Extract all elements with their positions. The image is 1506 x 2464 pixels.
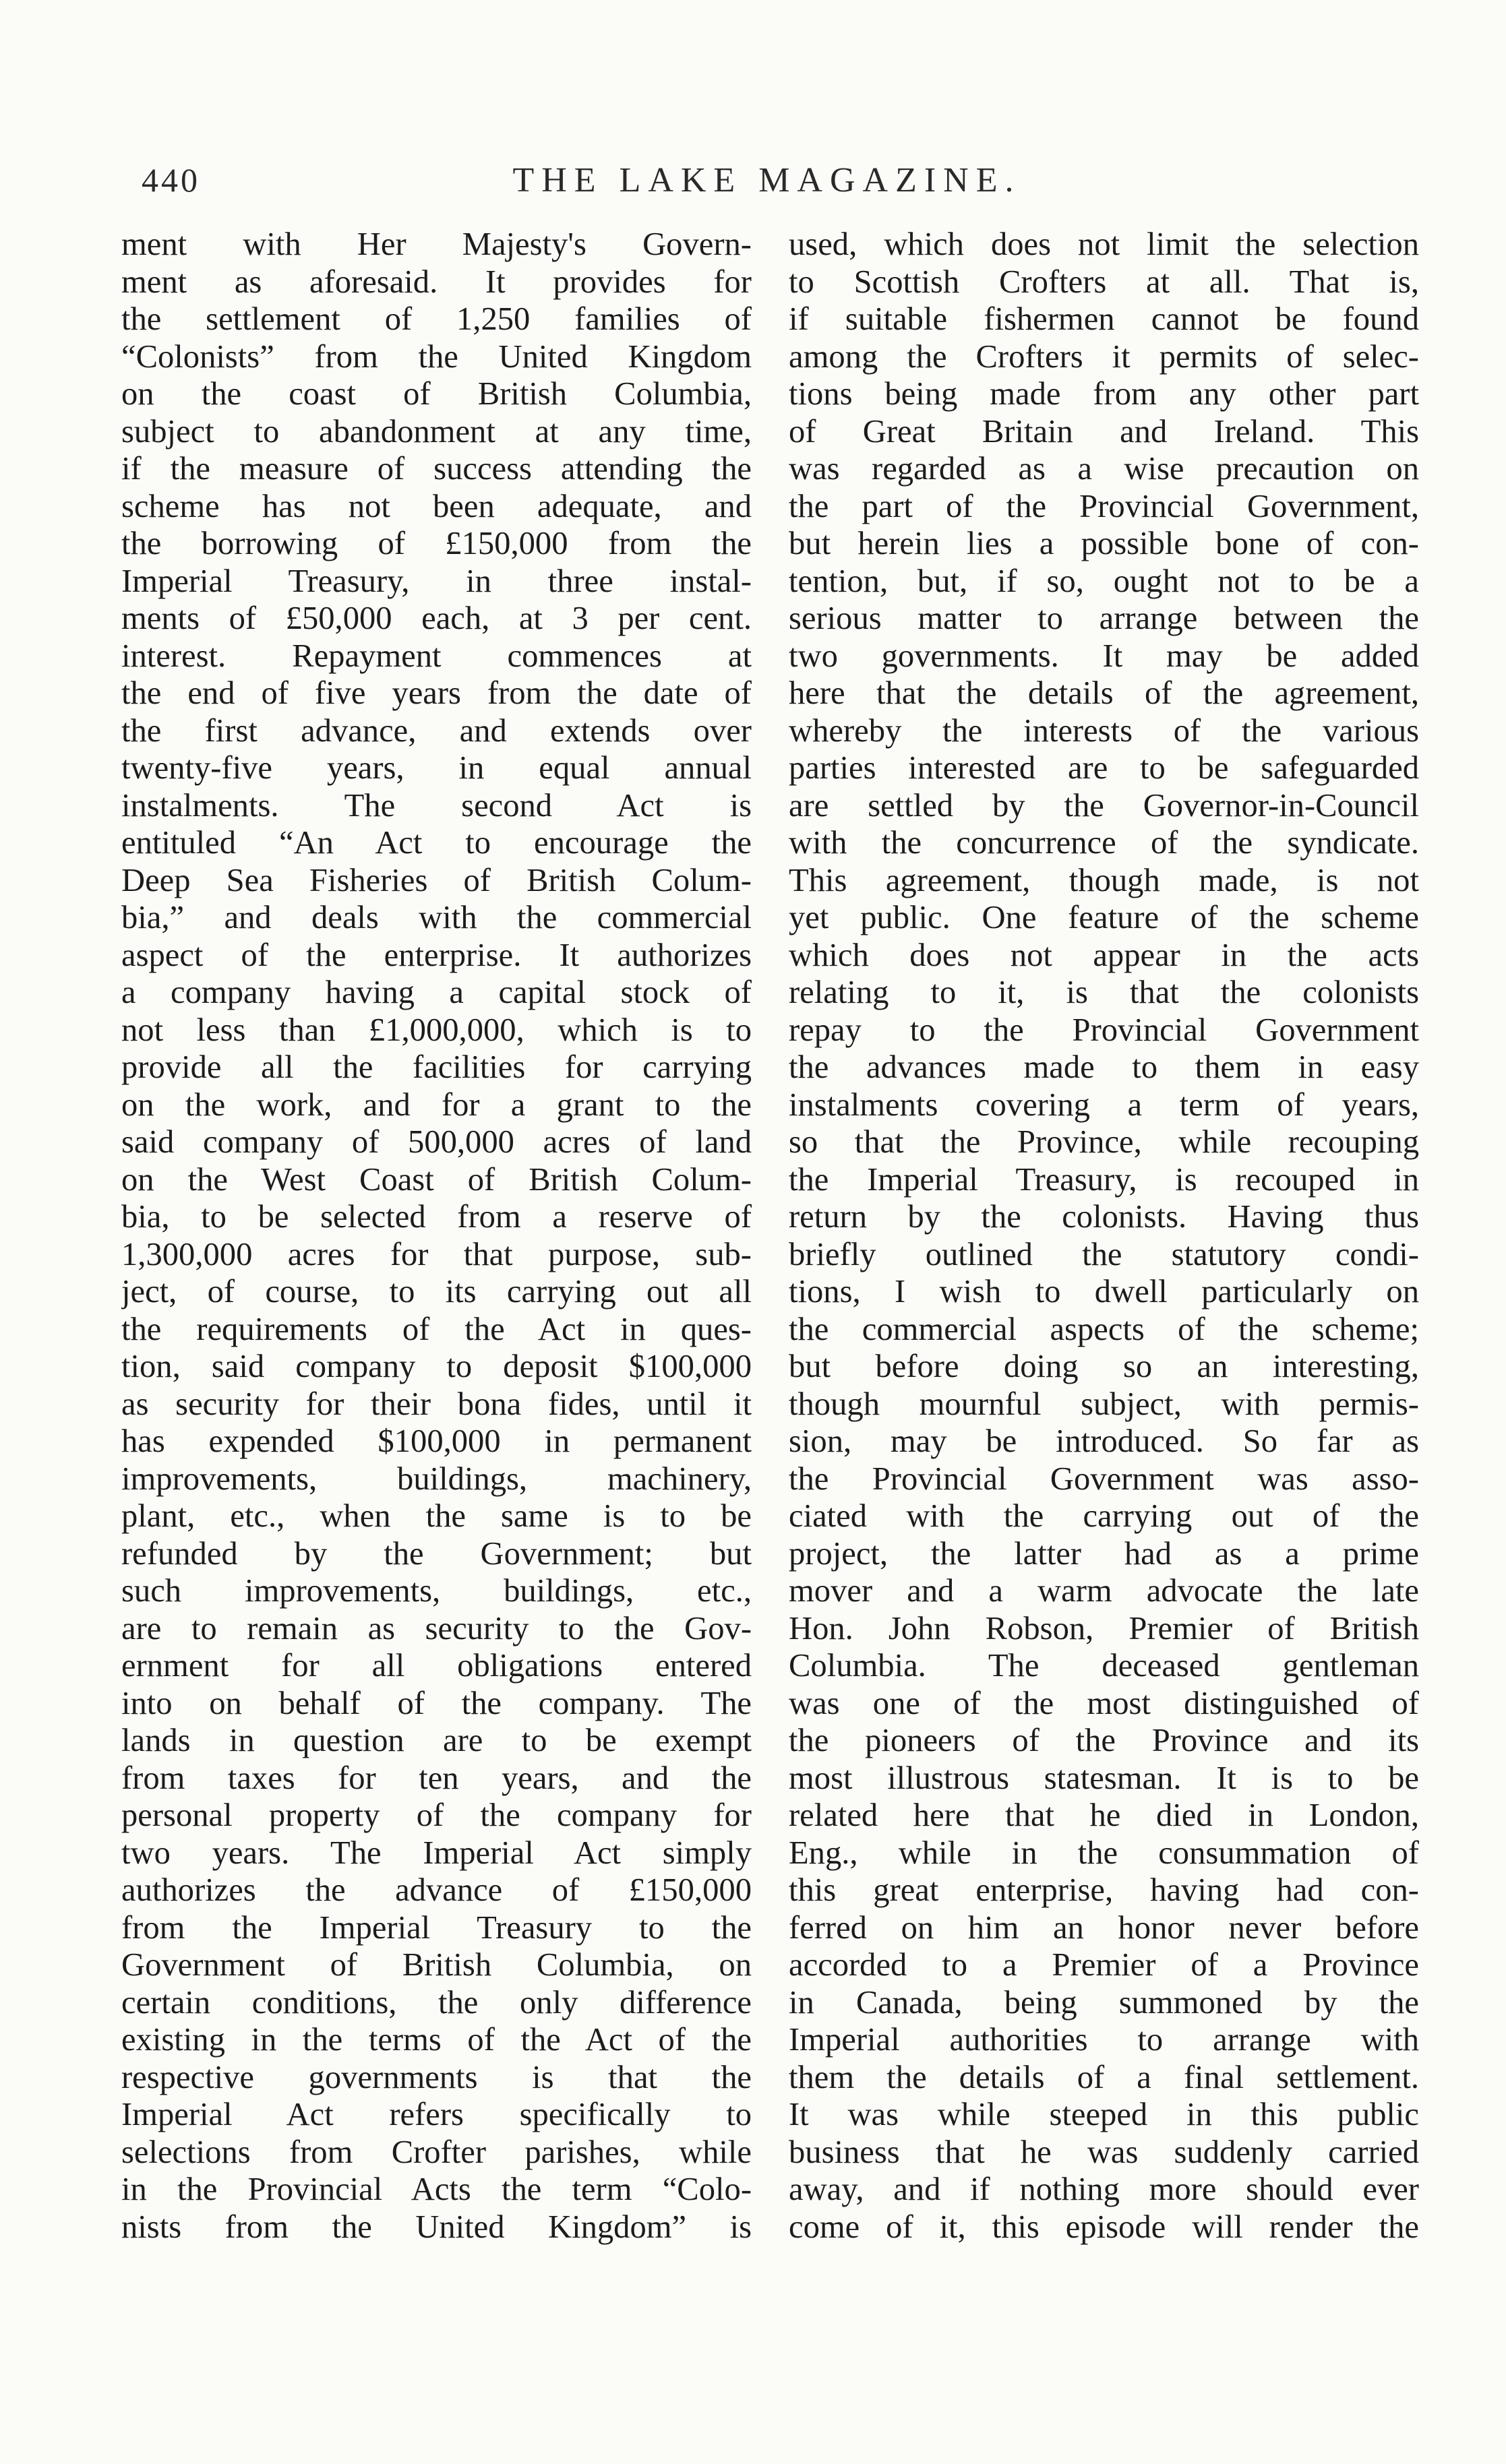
text-line: but before doing so an interesting, xyxy=(789,1348,1419,1384)
text-line: bia, to be selected from a reserve of xyxy=(121,1198,752,1235)
text-line: the end of five years from the date of xyxy=(121,675,752,711)
running-title: THE LAKE MAGAZINE. xyxy=(512,161,1021,199)
text-line: Imperial authorities to arrange with xyxy=(789,2021,1419,2058)
text-line: refunded by the Government; but xyxy=(121,1535,752,1572)
text-line: provide all the facilities for carrying xyxy=(121,1049,752,1085)
text-line: interest. Repayment commences at xyxy=(121,637,752,674)
text-line: mover and a warm advocate the late xyxy=(789,1572,1419,1609)
text-line: related here that he died in London, xyxy=(789,1797,1419,1833)
text-line: bia,” and deals with the commercial xyxy=(121,899,752,935)
text-line: existing in the terms of the Act of the xyxy=(121,2021,752,2058)
text-line: This agreement, though made, is not xyxy=(789,861,1419,898)
text-line: a company having a capital stock of xyxy=(121,974,752,1010)
text-line: such improvements, buildings, etc., xyxy=(121,1572,752,1609)
right-text-column xyxy=(789,226,1419,2308)
text-line: from the Imperial Treasury to the xyxy=(121,1909,752,1946)
text-line: among the Crofters it permits of selec- xyxy=(789,338,1419,375)
text-line: tention, but, if so, ought not to be a xyxy=(789,562,1419,599)
text-line: selections from Crofter parishes, while xyxy=(121,2133,752,2170)
text-line: not less than £1,000,000, which is to xyxy=(121,1011,752,1048)
text-line: scheme has not been adequate, and xyxy=(121,487,752,524)
text-line: lands in question are to be exempt xyxy=(121,1722,752,1758)
text-line: ciated with the carrying out of the xyxy=(789,1498,1419,1534)
text-line: the borrowing of £150,000 from the xyxy=(121,525,752,561)
text-line: in the Provincial Acts the term “Colo- xyxy=(121,2171,752,2207)
text-line: was one of the most distinguished of xyxy=(789,1684,1419,1721)
text-line: project, the latter had as a prime xyxy=(789,1535,1419,1572)
text-line: subject to abandonment at any time, xyxy=(121,412,752,450)
text-line: sion, may be introduced. So far as xyxy=(789,1423,1419,1459)
text-line: as security for their bona fides, until it xyxy=(121,1385,752,1422)
text-line: briefly outlined the statutory condi- xyxy=(789,1235,1419,1272)
text-line: It was while steeped in this public xyxy=(789,2096,1419,2132)
text-line: authorizes the advance of £150,000 xyxy=(121,1872,752,1908)
text-line: twenty-five years, in equal annual xyxy=(121,749,752,786)
page-header xyxy=(131,160,1402,214)
text-line: the Imperial Treasury, is recouped in xyxy=(789,1161,1419,1198)
text-line: them the details of a final settlement. xyxy=(789,2058,1419,2095)
text-line: two governments. It may be added xyxy=(789,637,1419,674)
text-line: two years. The Imperial Act simply xyxy=(121,1834,752,1871)
text-line: respective governments is that the xyxy=(121,2058,752,2095)
text-line: the first advance, and extends over xyxy=(121,712,752,749)
text-line: to Scottish Crofters at all. That is, xyxy=(789,263,1419,300)
text-line: said company of 500,000 acres of land xyxy=(121,1123,752,1160)
text-line: come of it, this episode will render the xyxy=(789,2208,1419,2245)
text-line: are to remain as security to the Gov- xyxy=(121,1609,752,1646)
text-line: most illustrous statesman. It is to be xyxy=(789,1759,1419,1796)
text-line: of Great Britain and Ireland. This xyxy=(789,412,1419,450)
text-line: has expended $100,000 in permanent xyxy=(121,1423,752,1459)
text-line: plant, etc., when the same is to be xyxy=(121,1498,752,1534)
text-line: ments of £50,000 each, at 3 per cent. xyxy=(121,600,752,636)
text-line: certain conditions, the only difference xyxy=(121,1983,752,2021)
text-line: away, and if nothing more should ever xyxy=(789,2171,1419,2207)
text-line: the settlement of 1,250 families of xyxy=(121,301,752,337)
text-line: tions, I wish to dwell particularly on xyxy=(789,1273,1419,1310)
text-line: ferred on him an honor never before xyxy=(789,1909,1419,1946)
text-line: in Canada, being summoned by the xyxy=(789,1983,1419,2021)
text-line: with the concurrence of the syndicate. xyxy=(789,824,1419,861)
text-line: personal property of the company for xyxy=(121,1797,752,1833)
text-line: though mournful subject, with permis- xyxy=(789,1385,1419,1422)
text-line: on the West Coast of British Colum- xyxy=(121,1161,752,1198)
text-line: aspect of the enterprise. It authorizes xyxy=(121,936,752,973)
text-line: improvements, buildings, machinery, xyxy=(121,1460,752,1497)
text-line: yet public. One feature of the scheme xyxy=(789,899,1419,935)
text-line: Imperial Act refers specifically to xyxy=(121,2096,752,2132)
text-line: ment as aforesaid. It provides for xyxy=(121,263,752,300)
text-line: are settled by the Governor-in-Council xyxy=(789,787,1419,824)
text-line: Government of British Columbia, on xyxy=(121,1946,752,1983)
text-line: into on behalf of the company. The xyxy=(121,1684,752,1721)
text-line: on the work, and for a grant to the xyxy=(121,1086,752,1123)
text-line: nists from the United Kingdom” is xyxy=(121,2208,752,2245)
text-line: ject, of course, to its carrying out all xyxy=(121,1273,752,1310)
text-line: the part of the Provincial Government, xyxy=(789,487,1419,524)
text-line: if the measure of success attending the xyxy=(121,450,752,487)
text-line: serious matter to arrange between the xyxy=(789,600,1419,636)
text-line: Deep Sea Fisheries of British Colum- xyxy=(121,861,752,898)
text-line: the requirements of the Act in ques- xyxy=(121,1310,752,1347)
text-line: business that he was suddenly carried xyxy=(789,2133,1419,2170)
text-line: Imperial Treasury, in three instal- xyxy=(121,562,752,599)
text-line: Eng., while in the consummation of xyxy=(789,1834,1419,1871)
page-number: 440 xyxy=(142,161,200,199)
text-line: whereby the interests of the various xyxy=(789,712,1419,749)
text-line: from taxes for ten years, and the xyxy=(121,1759,752,1796)
text-line: the advances made to them in easy xyxy=(789,1049,1419,1085)
text-line: if suitable fishermen cannot be found xyxy=(789,301,1419,337)
text-line: on the coast of British Columbia, xyxy=(121,375,752,412)
text-line: ment with Her Majesty's Govern- xyxy=(121,226,752,262)
text-line: instalments covering a term of years, xyxy=(789,1086,1419,1123)
text-line: which does not appear in the acts xyxy=(789,936,1419,973)
text-line: the Provincial Government was asso- xyxy=(789,1460,1419,1497)
text-line: repay to the Provincial Government xyxy=(789,1011,1419,1048)
text-line: used, which does not limit the selection xyxy=(789,226,1419,262)
text-line: accorded to a Premier of a Province xyxy=(789,1946,1419,1983)
text-line: ernment for all obligations entered xyxy=(121,1647,752,1684)
text-line: return by the colonists. Having thus xyxy=(789,1198,1419,1235)
text-line: entituled “An Act to encourage the xyxy=(121,824,752,861)
text-line: but herein lies a possible bone of con- xyxy=(789,525,1419,561)
text-line: tions being made from any other part xyxy=(789,375,1419,412)
text-line: instalments. The second Act is xyxy=(121,787,752,824)
text-line: here that the details of the agreement, xyxy=(789,675,1419,711)
text-line: Columbia. The deceased gentleman xyxy=(789,1647,1419,1684)
text-line: “Colonists” from the United Kingdom xyxy=(121,338,752,375)
text-line: tion, said company to deposit $100,000 xyxy=(121,1348,752,1384)
left-text-column xyxy=(121,226,752,2308)
text-line: the pioneers of the Province and its xyxy=(789,1722,1419,1758)
text-line: parties interested are to be safeguarded xyxy=(789,749,1419,786)
text-line: 1,300,000 acres for that purpose, sub- xyxy=(121,1235,752,1272)
text-line: was regarded as a wise precaution on xyxy=(789,450,1419,487)
text-line: Hon. John Robson, Premier of British xyxy=(789,1609,1419,1646)
text-line: relating to it, is that the colonists xyxy=(789,974,1419,1010)
text-line: this great enterprise, having had con- xyxy=(789,1872,1419,1908)
text-line: the commercial aspects of the scheme; xyxy=(789,1310,1419,1347)
text-line: so that the Province, while recouping xyxy=(789,1123,1419,1160)
